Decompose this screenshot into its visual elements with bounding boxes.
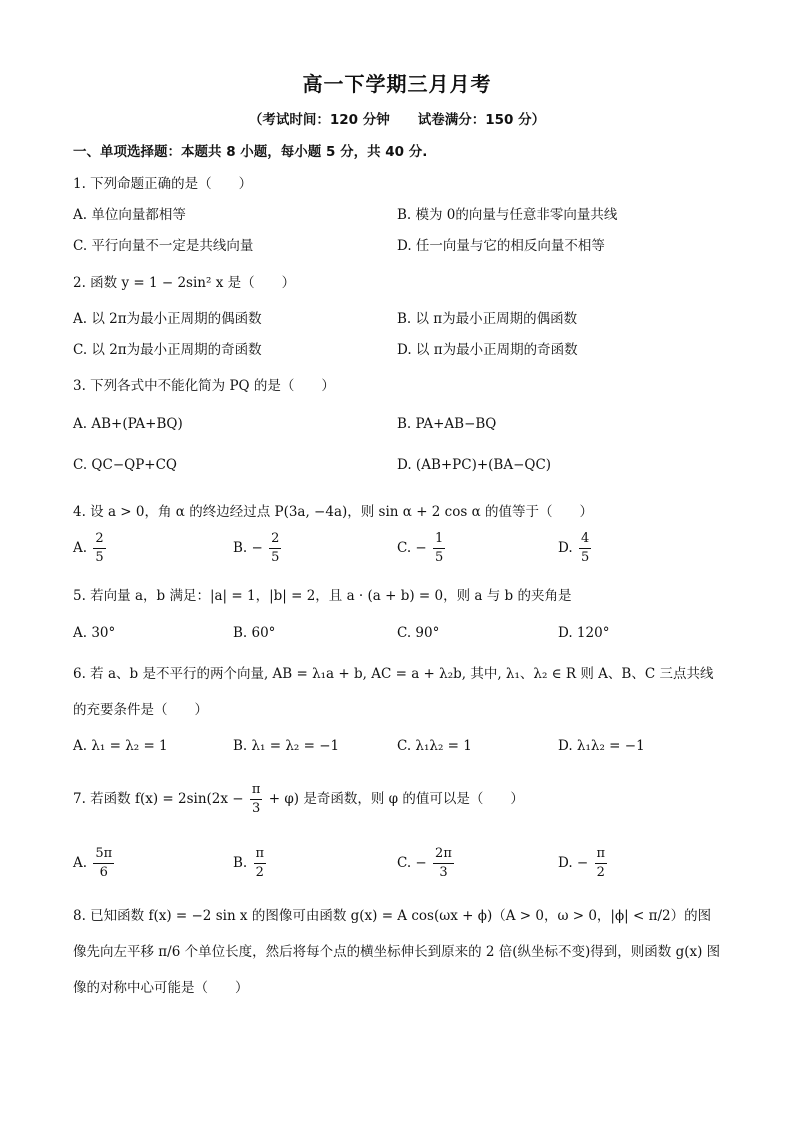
full-score: 试卷满分：150 分） — [417, 112, 546, 128]
fraction: $\frac{\pi}{2}$ — [255, 846, 265, 880]
question-2-option-c: C. 以 2π为最小正周期的奇函数 — [73, 342, 262, 358]
fraction: $\frac{1}{5}$ — [435, 531, 444, 565]
section-heading: 一、单项选择题：本题共 8 小题，每小题 5 分，共 40 分. — [73, 144, 428, 160]
question-3-option-c: C. QC−QP+CQ — [73, 457, 177, 473]
question-5-option-c: C. 90° — [397, 625, 440, 641]
fraction: $\frac{2\pi}{3}$ — [435, 846, 452, 880]
question-7-option-c: C. − $\frac{2\pi}{3}$ — [397, 846, 452, 880]
fraction: $\frac{2}{5}$ — [95, 531, 104, 565]
question-1-option-d: D. 任一向量与它的相反向量不相等 — [397, 238, 605, 254]
exam-info — [0, 108, 794, 128]
question-5-option-b: B. 60° — [233, 625, 276, 641]
question-5-option-a: A. 30° — [73, 625, 116, 641]
fraction: $\frac{4}{5}$ — [580, 531, 590, 565]
fraction: $\frac{\pi}{3}$ — [251, 782, 261, 816]
exam-time: （考试时间：120 分钟 — [248, 112, 390, 128]
question-2-option-d: D. 以 π为最小正周期的奇函数 — [397, 342, 578, 358]
question-1-stem: 1. 下列命题正确的是（ ） — [73, 176, 253, 192]
question-7-option-a: A. $\frac{5\pi}{6}$ — [73, 846, 113, 880]
question-2-option-a: A. 以 2π为最小正周期的偶函数 — [73, 311, 262, 327]
question-2-stem: 2. 函数 y = 1 − 2sin² x 是（ ） — [73, 275, 296, 291]
question-3-option-b: B. PA+AB−BQ — [397, 416, 497, 432]
page-title: 高一下学期三月月考 — [302, 72, 492, 96]
question-1-option-c: C. 平行向量不一定是共线向量 — [73, 238, 254, 254]
question-5-stem: 5. 若向量 a，b 满足：|a| = 1，|b| = 2，且 a · (a + b) = 0，则 a 与 b 的夹角是 — [73, 588, 572, 604]
question-7-option-b: B. $\frac{\pi}{2}$ — [233, 846, 265, 880]
question-1-option-a: A. 单位向量都相等 — [73, 207, 186, 223]
fraction: $\frac{5\pi}{6}$ — [95, 846, 113, 880]
question-4-option-d: D. $\frac{4}{5}$ — [558, 531, 590, 565]
question-3-option-d: D. (AB+PC)+(BA−QC) — [397, 457, 552, 473]
question-6-option-d: D. λ₁λ₂ = −1 — [558, 738, 645, 754]
question-4-option-b: B. − $\frac{2}{5}$ — [233, 531, 280, 565]
question-4-option-c: C. − $\frac{1}{5}$ — [397, 531, 444, 565]
question-6-option-a: A. λ₁ = λ₂ = 1 — [73, 738, 168, 754]
fraction: $\frac{2}{5}$ — [271, 531, 280, 565]
question-4-stem: 4. 设 a > 0，角 α 的终边经过点 P(3a, −4a)，则 sin α + 2 cos α 的值等于（ ） — [73, 504, 593, 520]
question-5-option-d: D. 120° — [558, 625, 610, 641]
question-7-option-d: D. − $\frac{\pi}{2}$ — [558, 846, 606, 880]
question-4-option-a: A. $\frac{2}{5}$ — [73, 531, 104, 565]
question-6-stem: 6. 若 a、b 是不平行的两个向量, AB = λ₁a + b, AC = a + λ₂b, 其中, λ₁、λ₂ ∈ R 则 A、B、C 三点共线的充要条件是（ ） — [73, 666, 714, 718]
question-3-option-a: A. AB+(PA+BQ) — [73, 416, 183, 432]
question-2-option-b: B. 以 π为最小正周期的偶函数 — [397, 311, 578, 327]
question-6-option-c: C. λ₁λ₂ = 1 — [397, 738, 472, 754]
question-1-option-b: B. 模为 0的向量与任意非零向量共线 — [397, 207, 618, 223]
question-7-stem: 7. 若函数 f(x) = 2sin(2x − $\frac{\pi}{3}$ + φ) 是奇函数，则 φ 的值可以是（ ） — [73, 782, 524, 816]
fraction: $\frac{\pi}{2}$ — [596, 846, 606, 880]
question-3-stem: 3. 下列各式中不能化简为 PQ 的是（ ） — [73, 378, 335, 394]
question-8-stem: 8. 已知函数 f(x) = −2 sin x 的图像可由函数 g(x) = A cos(ωx + ϕ)（A > 0，ω > 0，|ϕ| < π/2）的图像先向左平移 π/6 个单位长度，然后将每个点的横坐标伸长到原来的 2 倍(纵坐标不变)得到，则函数 g(x) 图像的对称中心可能是（ ） — [73, 908, 721, 996]
question-6-option-b: B. λ₁ = λ₂ = −1 — [233, 738, 340, 754]
